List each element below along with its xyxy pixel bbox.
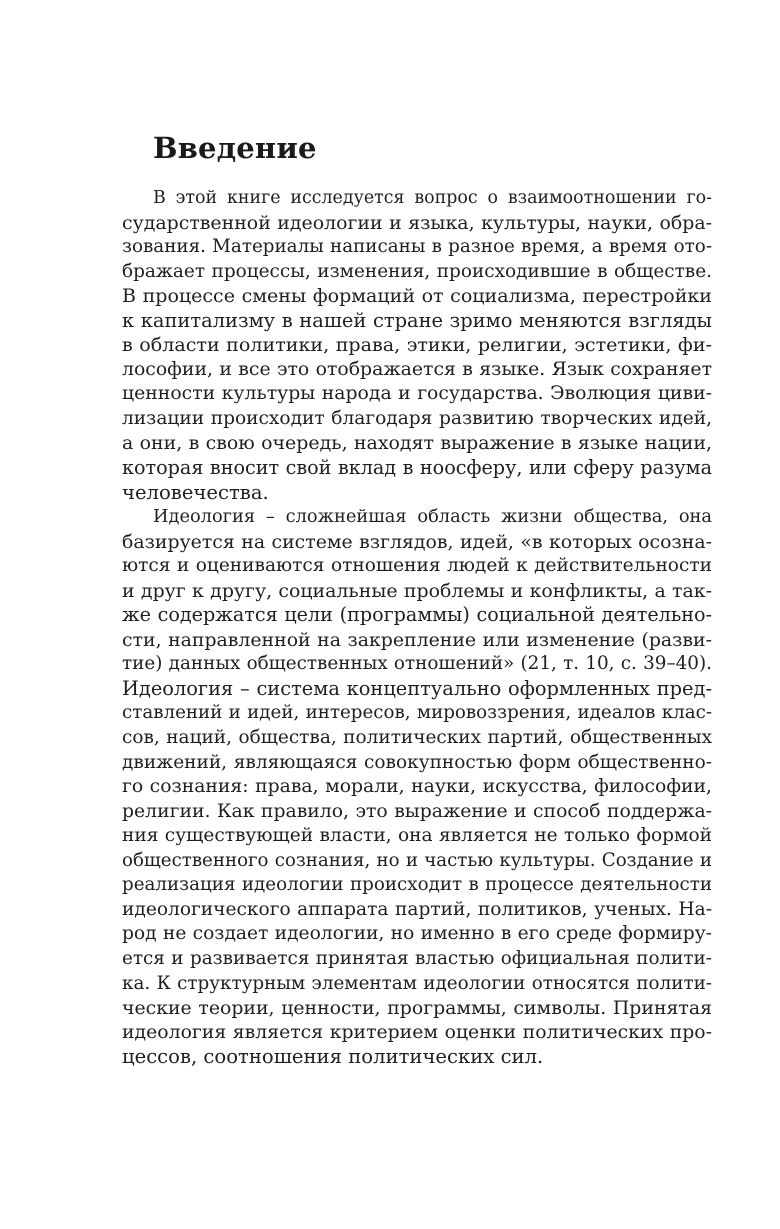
text-line: ния существующей власти, она является не только формой: [122, 825, 712, 847]
text-line: ются и оцениваются отношения людей к действительности: [122, 555, 712, 577]
text-line: го сознания: права, морали, науки, искусства, философии,: [122, 776, 712, 798]
text-line: ется и развивается принятая властью официальная полити-: [122, 947, 712, 969]
text-line: ка. К структурным элементам идеологии относятся полити-: [122, 972, 712, 994]
text-line: ческие теории, ценности, программы, символы. Принятая: [122, 997, 712, 1020]
text-line: сударственной идеологии и языка, культуры, науки, обра-: [122, 211, 712, 234]
text-line: ценности культуры народа и государства. Эволюция циви-: [122, 383, 712, 405]
text-line: бражает процессы, изменения, происходившие в обществе.: [122, 260, 712, 282]
paragraph: [122, 186, 712, 505]
text-line: религии. Как правило, это выражение и способ поддержа-: [122, 800, 712, 822]
text-line: а они, в свою очередь, находят выражение в языке нации,: [122, 432, 712, 455]
text-line: цессов, соотношения политических сил.: [122, 1045, 544, 1069]
paragraph: [122, 505, 712, 1070]
text-line: В процессе смены формаций от социализма, перестройки: [122, 285, 712, 308]
text-line: общественного сознания, но и частью культуры. Создание и: [122, 849, 712, 871]
text-line: род не создает идеологии, но именно в его среде формиру-: [122, 923, 712, 945]
text-line: же содержатся цели (программы) социальной деятельно-: [122, 603, 712, 627]
text-line: человечества.: [122, 480, 269, 504]
text-line: сти, направленной на закрепление или изменение (разви-: [122, 628, 712, 651]
text-line: лизации происходит благодаря развитию творческих идей,: [122, 407, 712, 429]
text-line: зования. Материалы написаны в разное время, а время ото-: [122, 236, 712, 258]
text-line: идеологического аппарата партий, политиков, ученых. На-: [122, 898, 712, 920]
text-line: реализация идеологии происходит в процессе деятельности: [122, 874, 712, 896]
text-line: идеология является критерием оценки политических про-: [122, 1021, 712, 1043]
text-line: сов, наций, общества, политических партий, общественных: [122, 727, 712, 749]
chapter-body: [122, 186, 712, 1070]
text-line: к капитализму в нашей стране зримо меняются взгляды: [122, 308, 712, 332]
text-line: базируется на системе взглядов, идей, «в которых осозна-: [122, 530, 712, 553]
text-line: тие) данных общественных отношений» (21, т. 10, с. 39–40).: [122, 653, 712, 675]
text-line: В этой книге исследуется вопрос о взаимоотношении го-: [153, 188, 712, 208]
text-line: которая вносит свой вклад в ноосферу, или сферу разума: [122, 456, 712, 480]
text-line: Идеология – сложнейшая область жизни общества, она: [153, 506, 712, 528]
text-line: ставлений и идей, интересов, мировоззрения, идеалов клас-: [122, 702, 712, 724]
text-line: и друг к другу, социальные проблемы и конфликты, а так-: [122, 579, 712, 602]
text-line: Идеология – система концептуально оформленных пред-: [122, 676, 712, 700]
text-line: в области политики, права, этики, религии, эстетики, фи-: [122, 334, 712, 357]
text-line: движений, являющаяся совокупностью форм общественно-: [122, 751, 712, 773]
text-line: лософии, и все это отображается в языке. Язык сохраняет: [122, 358, 712, 380]
chapter-heading: Введение: [153, 131, 317, 165]
